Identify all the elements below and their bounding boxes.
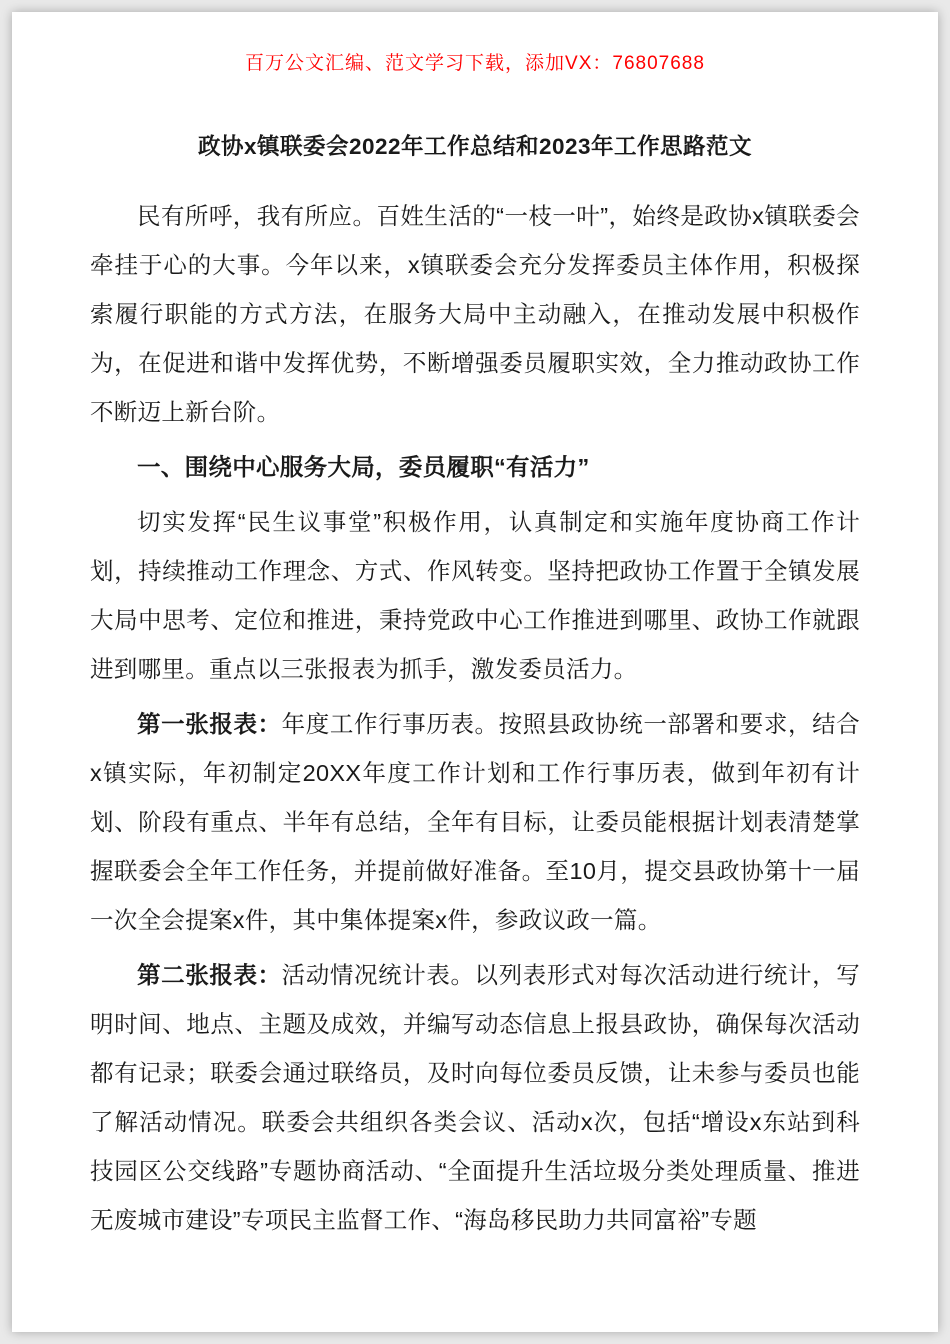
document-page [12,12,938,1332]
paragraph-bold-prefix: 第二张报表： [137,962,282,988]
document-title: 政协x镇联委会2022年工作总结和2023年工作思路范文 [197,134,753,159]
paragraph-bold-prefix: 第一张报表： [137,711,282,737]
body-paragraph: 第一张报表：年度工作行事历表。按照县政协统一部署和要求，结合x镇实际，年初制定20XX年度工作计划和工作行事历表，做到年初有计划、阶段有重点、半年有总结，全年有目标，让委员能根据计划表清楚掌握联委会全年工作任务，并提前做好准备。至10月，提交县政协第十一届一次全会提案x件，其中集体提案x件，参政议政一篇。 [90,711,860,933]
document-body [90,192,860,1245]
section-heading: 一、围绕中心服务大局，委员履职“有活力” [137,454,590,480]
body-paragraph: 民有所呼，我有所应。百姓生活的“一枝一叶”，始终是政协x镇联委会牵挂于心的大事。今年以来，x镇联委会充分发挥委员主体作用，积极探索履行职能的方式方法，在服务大局中主动融入，在推动发展中积极作为，在促进和谐中发挥优势，不断增强委员履职实效，全力推动政协工作不断迈上新台阶。 [90,203,860,425]
promo-banner: 百万公文汇编、范文学习下载，添加VX：76807688 [245,53,705,74]
body-paragraph: 第二张报表：活动情况统计表。以列表形式对每次活动进行统计，写明时间、地点、主题及成效，并编写动态信息上报县政协，确保每次活动都有记录；联委会通过联络员，及时向每位委员反馈，让未参与委员也能了解活动情况。联委会共组织各类会议、活动x次，包括“增设x东站到科技园区公交线路”专题协商活动、“全面提升生活垃圾分类处理质量、推进无废城市建设”专项民主监督工作、“海岛移民助力共同富裕”专题 [90,962,860,1233]
body-paragraph: 切实发挥“民生议事堂”积极作用，认真制定和实施年度协商工作计划，持续推动工作理念、方式、作风转变。坚持把政协工作置于全镇发展大局中思考、定位和推进，秉持党政中心工作推进到哪里、政协工作就跟进到哪里。重点以三张报表为抓手，激发委员活力。 [90,509,860,682]
